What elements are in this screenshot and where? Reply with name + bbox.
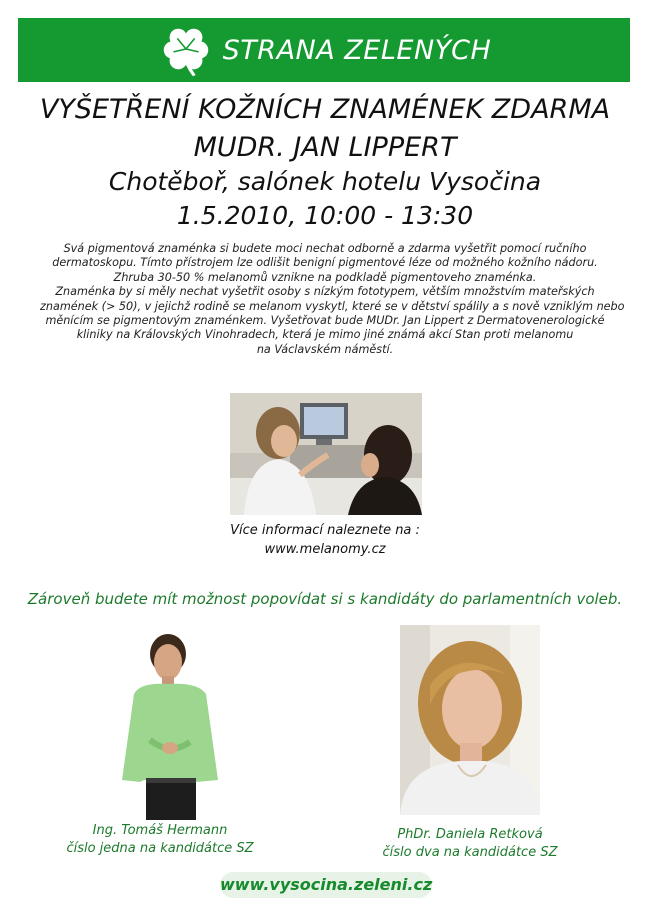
candidate-caption-retkova [340,826,600,862]
candidate-name: PhDr. Daniela Retková [397,827,543,842]
more-info-label: Více informací naleznete na : [230,523,420,538]
headline-title: VYŠETŘENÍ KOŽNÍCH ZNAMÉNEK ZDARMA [39,94,611,125]
candidate-name: Ing. Tomáš Hermann [92,823,228,838]
candidate-role: číslo jedna na kandidátce SZ [66,841,254,856]
body-line: na Václavském náměstí. [256,342,394,356]
headline-datetime: 1.5.2010, 10:00 - 13:30 [176,201,474,230]
melanomy-link[interactable]: www.melanomy.cz [264,542,386,557]
body-line: Zhruba 30-50 % melanomů vznikne na podkladě pigmentoveho znaménka. [113,270,537,284]
candidate-caption-hermann [30,822,290,858]
body-line: Svá pigmentová znaménka si budete moci nechat odborně a zdarma vyšetřit pomocí ručního [63,242,587,255]
website-link[interactable]: www.vysocina.zeleni.cz [220,872,432,898]
headline-location: Chotěboř, salónek hotelu Vysočina [108,167,542,196]
candidate-photo-hermann [120,630,230,820]
candidate-photo-retkova [400,625,540,815]
body-line: znamének (> 50), v jejichž rodině se melanom vyskytl, které se v dětství spálily a s nově vzniklým nebo [40,299,625,313]
body-line: kliniky na Královských Vinohradech, která je mimo jiné známá akcí Stan proti melanomu [76,328,574,342]
body-line: měnícím se pigmentovým znaménkem. Vyšetřovat bude MUDr. Jan Lippert z Dermatovenerologické [45,314,605,328]
dermatoscopy-photo [230,393,422,515]
body-paragraph [40,242,625,357]
clover-icon [157,21,215,79]
body-line: Znaménka by si měly nechat vyšetřit osoby s nízkým fototypem, větším množstvím mateřských [55,285,595,299]
candidates-intro: Zároveň budete mít možnost popovídat si s kandidáty do parlamentních voleb. [27,590,623,608]
body-line: dermatoskopu. Tímto přístrojem lze odlišit benigní pigmentové léze od možného kožního nádoru. [52,256,598,270]
banner-title: STRANA ZELENÝCH [222,34,492,66]
candidate-role: číslo dva na kandidátce SZ [382,845,558,860]
headline-doctor: MUDR. JAN LIPPERT [193,132,457,163]
party-banner [18,18,630,82]
